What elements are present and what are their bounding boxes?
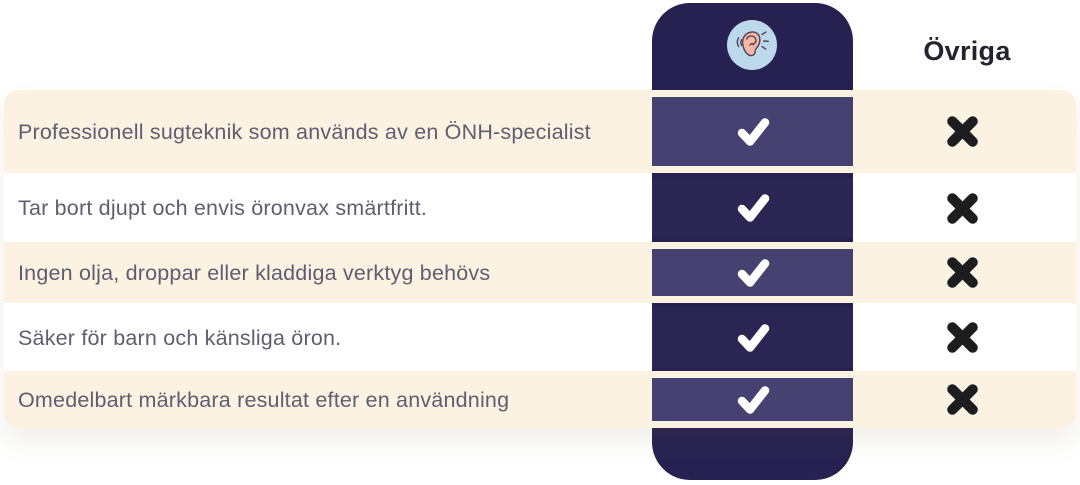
cross-icon (944, 254, 981, 291)
table-row (4, 178, 1076, 238)
others-cell (853, 242, 1072, 303)
check-icon (733, 112, 773, 152)
others-column-header: Övriga (923, 36, 1011, 66)
cross-icon (944, 381, 981, 418)
feature-label: Säker för barn och känsliga öron. (18, 325, 342, 350)
ours-cell (652, 97, 853, 166)
table-row (4, 371, 1076, 428)
others-cell (853, 371, 1072, 428)
table-row (4, 307, 1076, 368)
ours-cell (652, 249, 853, 296)
feature-label: Omedelbart märkbara resultat efter en användning (18, 387, 510, 412)
ear-icon (731, 22, 773, 69)
ours-cell (652, 307, 853, 368)
others-cell (853, 90, 1072, 173)
table-row (4, 90, 1076, 173)
ours-cell (652, 178, 853, 238)
others-cell (853, 178, 1072, 238)
cross-icon (944, 319, 981, 356)
feature-label: Professionell sugteknik som används av en ÖNH-specialist (18, 119, 591, 144)
feature-label: Ingen olja, droppar eller kladdiga verktyg behövs (18, 260, 491, 285)
others-cell (853, 307, 1072, 368)
check-icon (733, 318, 773, 358)
cross-icon (944, 190, 981, 227)
table-row (4, 242, 1076, 303)
check-icon (733, 380, 773, 420)
feature-label: Tar bort djupt och envis öronvax smärtfritt. (18, 196, 428, 220)
check-icon (733, 188, 773, 228)
ear-badge (727, 20, 777, 70)
comparison-table (4, 90, 1076, 428)
ours-cell (652, 378, 853, 421)
check-icon (733, 253, 773, 293)
cross-icon (944, 113, 981, 150)
